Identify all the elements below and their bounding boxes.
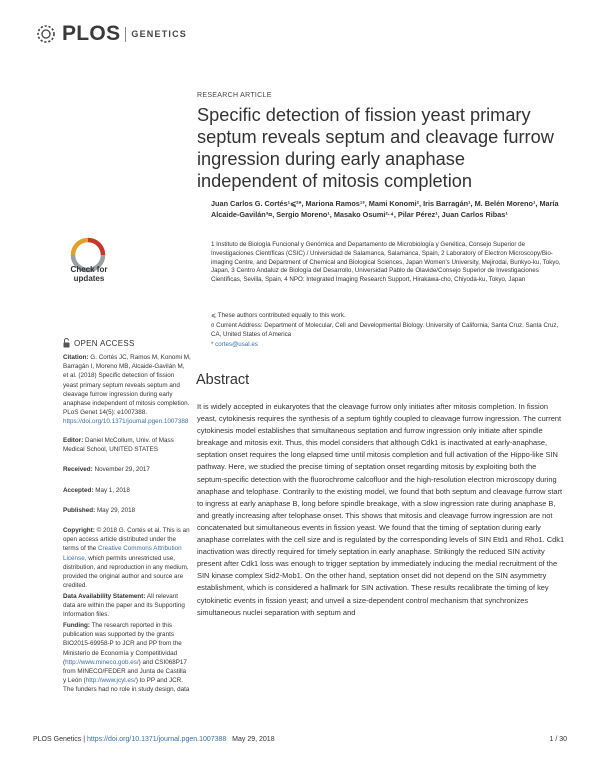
author-notes [211,311,567,349]
received-label: Received: [63,466,93,473]
funding-link-mineco[interactable]: http://www.mineco.gob.es/ [65,658,139,666]
copyright-block [63,526,191,590]
article-type: RESEARCH ARTICLE [197,92,272,99]
funding-label: Funding: [63,622,90,629]
funding-text-c: ) to PP and JCR. The funders had no role in study design, data [63,677,190,694]
license-link[interactable]: Creative Commons Attribution License [63,545,182,562]
accepted-block [63,486,191,495]
funding-text-b: ) and CSI068P17 from MINECO/FEDER and Junta de Castilla y León ( [63,658,187,685]
footer-doi-link[interactable]: https://doi.org/10.1371/journal.pgen.1007388 [86,736,227,743]
open-access [63,338,135,348]
funding-text-a: The research reported in this publication was supported by the grants BIO2015-69958-P to JCR and PP from the Ministerio de Economía y Competitividad ( [63,622,182,666]
equal-contribution-note: ⩽ These authors contributed equally to this work. [211,312,346,319]
editor-label: Editor: [63,437,84,444]
corresponding-email[interactable]: * cortes@usal.es [211,340,258,348]
editor-text: Daniel McCollum, Univ. of Mass Medical School, UNITED STATES [63,437,174,454]
abstract-heading: Abstract [196,372,250,388]
copyright-text-a: © 2018 G. Cortés et al. This is an open access article distributed under the terms of the [63,527,190,553]
copyright-label: Copyright: [63,527,95,534]
editor-block [63,436,191,454]
logo-journal: GENETICS [131,29,187,39]
citation-doi-link[interactable]: https://doi.org/10.1371/journal.pgen.1007388 [63,418,189,426]
data-availability-label: Data Availability Statement: [63,593,146,600]
affiliations: 1 Instituto de Biología Funcional y Genómica and Departamento de Microbiología y Genética, Consejo Superior de Investigaciones Científicas (CSIC) / Universidad de Salamanca, Salamanca, Spain, 2 Laboratory of Electron Microscopy/Bio-imaging Centre, and Department of Chemical and Biological Sciences, Japan Women's University, Mejirodai, Bunkyo-ku, Tokyo, Japan, 3 Centro Andaluz de Biología del Desarrollo, Universidad Pablo de Olavide/Consejo Superior de Investigaciones Científicas, Sevilla, Spain, 4 NPO: Integrated Imaging Research Support, Hirakawa-cho, Chiyoda-ku, Tokyo, Japan [211,241,561,284]
funding-block [63,621,191,695]
abstract-text: It is widely accepted in eukaryotes that the cleavage furrow only initiates after mitosis completion. In fission yeast, cytokinesis requires the synthesis of a septum tightly coupled to cleavage furrow ingression. The current cytokinesis model establishes that simultaneous septation and furrow ingression only initiate after spindle breakage and mitosis exit. Thus, this model considers that although Cdk1 is inactivated at early-anaphase, septation onset requires the long elapsed time until mitosis completion and full activation of the Hippo-like SIN pathway. Here, we studied the precise timing of septation onset regarding mitosis by exploiting both the septum-specific detection with the fluorochrome calcofluor and the high-resolution electron microscopy during anaphase and telophase. Contrarily to the existing model, we found that both septum and cleavage furrow start to ingress at early anaphase B, long before spindle breakage, with a slow ingression rate during anaphase B, and greatly increasing after telophase onset. This shows that mitosis and cleavage furrow ingression are not concatenated but simultaneous events in fission yeast. We found that the timing of septation during early anaphase correlates with the cell size and is regulated by the corresponding levels of SIN Etd1 and Rho1. Cdk1 inactivation was directly required for timely septation in early anaphase. Strikingly the reduced SIN activity present after Cdk1 loss was enough to trigger septation by immediately inducing the medial recruitment of the SIN kinase complex Sid2-Mob1. On the other hand, septation onset did not depend on the SIN asymmetry establishment, which is considered a hallmark for SIN activation. These results recalibrate the timing of key cytokinetic events in fission yeast; and unveil a size-dependent control mechanism that synchronizes simultaneous nuclei separation with septum and [197,402,565,617]
citation-text: G. Cortés JC, Ramos M, Konomi M, Barragán I, Moreno MB, Alcaide-Gavilán M, et al. (2018) Specific detection of fission yeast primary septum reveals septum and cleavage furrow ingression during early anaphase independent of mitosis completion. PLoS Genet 14(5): e1007388. [63,354,191,417]
footer-left [33,736,275,743]
footer-journal: PLOS Genetics [33,736,82,743]
published-block [63,506,191,515]
page-footer [33,736,567,743]
footer-page-number: 1 / 30 [549,736,567,743]
copyright-text-b: , which permits unrestricted use, distribution, and reproduction in any medium, provided the original author and source are credited. [63,554,189,590]
current-address-note: ¤ Current Address: Department of Molecular, Cell and Developmental Biology. University of California, Santa Cruz. Santa Cruz, CA, United States of America [211,321,559,338]
article-title: Specific detection of fission yeast primary septum reveals septum and cleavage furrow ingression during early anaphase independent of mitosis completion [197,105,554,191]
open-access-label: OPEN ACCESS [74,338,135,348]
published-label: Published: [63,507,96,514]
published-date: May 29, 2018 [96,507,136,514]
open-lock-icon [63,338,70,348]
logo-brand: PLOS [62,22,121,45]
check-for-updates-label[interactable]: Check for updates [70,265,108,283]
received-date: November 29, 2017 [94,466,150,473]
funding-link-jcyl[interactable]: http://www.jcyl.es/ [85,677,136,685]
author-list: Juan Carlos G. Cortés¹⩽²*, Mariona Ramos¹³, Mami Konomi², Iris Barragán¹, M. Belén Moreno¹, María Alcaide-Gavilán³¤, Sergio Moreno¹, Masako Osumi²·⁴, Pilar Pérez¹, Juan Carlos Ribas¹ [211,199,559,219]
logo-divider [125,27,126,42]
accepted-label: Accepted: [63,487,94,494]
footer-separator: | [83,736,86,743]
received-block [63,465,191,474]
citation-block [63,353,191,427]
citation-label: Citation: [63,354,89,361]
journal-logo [33,22,187,46]
plos-logo-icon [33,23,59,45]
accepted-date: May 1, 2018 [95,487,130,494]
data-availability-block [63,592,191,620]
data-availability-text: All relevant data are within the paper and its Supporting Information files. [63,593,185,619]
footer-date: May 29, 2018 [232,736,275,743]
